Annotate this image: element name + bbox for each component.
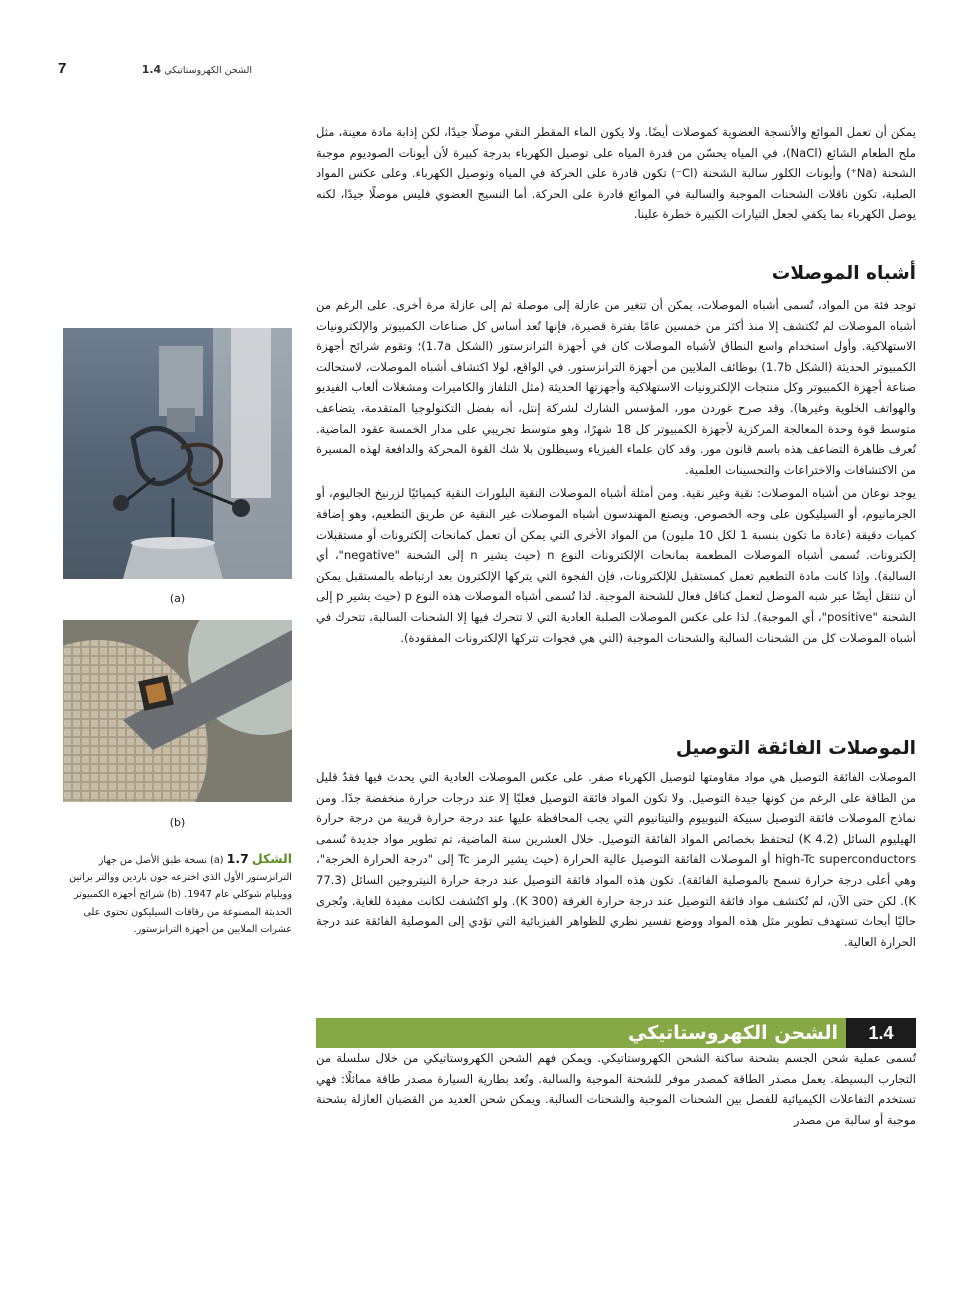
semiconductors-paragraph-2: يوجد نوعان من أشباه الموصلات: نقية وغير نقية. ومن أمثلة أشباه الموصلات النقية البلورات النقية كيميائيًا لزرنيخ الجاليوم، أو الجرمانيوم، أو السيليكون على وجه الخصوص. ويصنع المهندسون أشباه الموصلات غير النقية عن طريق التطعيم، وهو إضافة كميات دقيقة (عادة ما تكون بنسبة 1 لكل 10 مليون) من المواد الأخرى التي يمكن أن تعمل كمانحات إلكترونات أو مستقبلات إلكترونات. تُسمى أشباه الموصلات المطعمة بمانحات الإلكترونات النوع n (حيث يشير n إلى الشحنة "negative"، أي السالبة). وإذا كانت مادة التطعيم تعمل كمستقبل للإلكترونات، فإن الفجوة التي يتركها الإلكترون بعد ارتباطه بالمستقبل يمكن أن تنتقل أيضًا عبر شبه الموصل لتعمل كناقل فعال للشحنة الموجبة. لذا تُسمى أشباه الموصلات هذه النوع p (حيث يشير p إلى الشحنة "positive"، أي الموجبة). لذا على عكس الموصلات الصلبة العادية التي لا تتحرك فيها إلا الشحنات السالبة، تتحرك في أشباه الموصلات كل من الشحنات السالبة والشحنات الموجبة (التي هي فجوات تتركها الإلكترونات المفقودة). bbox=[316, 486, 916, 645]
superconductors-paragraph: الموصلات الفائقة التوصيل هي مواد مقاومتها لتوصيل الكهرباء صفر. على عكس الموصلات العادية التي يحدث فيها فقدٌ قليل من الطاقة على الرغم من كونها جيدة التوصيل. ولا تكون المواد فائقة التوصيل فعليًا إلا عند درجات حرارة منخفضة جدًا. ومن نماذج الموصلات فائقة التوصيل سبيكة النيوبيوم والتيتانيوم التي يجب المحافظة عليها عند درجة حرارة قريبة من درجة حرارة الهيليوم السائل (4.2 K) لتحتفظ بخصائص المواد الفائقة التوصيل. خلال العشرين سنة الماضية، تم تطوير مواد جديدة تُسمى high-Tc superconductors أو الموصلات الفائقة التوصيل عالية الحرارة (حيث يشير الرمز Tc إلى "درجة الحرارة الحرجة"، وهي أعلى درجة حرارة تسمح بالموصلية الفائقة). تكون هذه المواد فائقة التوصيل عند درجة حرارة النيتروجين السائل (77.3 K). لكن حتى الآن، لم تُكتشف مواد فائقة التوصيل عند درجة حرارة الغرفة (300 K). ولو اكتُشفت لكانت مفيدة للغاية. وتُجرى حاليًا أبحاث تستهدف تطوير مثل هذه المواد ووضع تفسير نظري للظواهر الفيزيائية التي تؤدي إلى الموصلية الفائقة عند درجة الحرارة العالية. bbox=[316, 770, 916, 949]
semiconductors-heading: أشباه الموصلات bbox=[771, 263, 916, 284]
intro-block bbox=[316, 122, 916, 228]
transistor-photo-drawing bbox=[63, 328, 292, 579]
caption-number: 1.7 bbox=[226, 851, 249, 866]
electrostatic-paragraph: تُسمى عملية شحن الجسم بشحنة ساكنة الشحن الكهروستاتيكي. ويمكن فهم الشحن الكهروستاتيكي من خلال سلسلة من التجارب البسيطة. يعمل مصدر الطاقة كمصدر موفر للشحنة الموجبة والسالبة. وتُعد بطارية السيارة مصدر طاقة مماثلًا: فهي تستخدم التفاعلات الكيميائية للفصل بين الشحنات الموجبة والشحنات السالبة. ويمكن شحن العديد من القضبان العازلة بشحنة موجبة أو سالبة من مصدر bbox=[316, 1051, 916, 1127]
section-bar bbox=[316, 1018, 916, 1048]
figure-label-a: (a) bbox=[169, 592, 186, 605]
figure-label-b: (b) bbox=[169, 816, 186, 829]
electrostatic-block bbox=[316, 1048, 916, 1133]
intro-paragraph: يمكن أن تعمل الموائع والأنسجة العضوية كموصلات أيضًا. ولا يكون الماء المقطر النقي موصلًا جيدًا، لكن إذابة مادة معينة، مثل ملح الطعام الشائع (NaCl)، في المياه يحسّن من قدرة المياه على توصيل الكهرباء بدرجة كبيرة لأن أيونات الصوديوم موجبة الشحنة (Na⁺) وأيونات الكلور سالبة الشحنة (Cl⁻) تكون قادرة على الحركة في المياه وتوصيل الكهرباء. وعلى عكس المواد الصلبة، تكون ناقلات الشحنات الموجبة والسالبة في الموائع قادرة على الحركة. أما النسيج العضوي فليس موصلًا جيدًا، لكنه يوصل الكهرباء بما يكفي لجعل التيارات الكبيرة خطرة علينا. bbox=[316, 125, 916, 222]
semiconductors-heading-block bbox=[316, 263, 916, 284]
transistor-photo bbox=[63, 328, 292, 579]
chips-photo bbox=[63, 620, 292, 802]
superconductors-heading: الموصلات الفائقة التوصيل bbox=[675, 738, 916, 759]
page-number: 7 bbox=[58, 60, 67, 77]
caption-text: (a) نسخة طبق الأصل من جهاز الترانزستور الأول الذي اخترعه جون باردين ووالتر براتين وويليام شوكلي عام 1947. (b) شرائح أجهزة الكمبيوتر الحديثة المصنوعة من رقاقات السيليكون تحتوي على عشرات الملايين من أجهزة الترانزستور. bbox=[69, 855, 292, 935]
caption-label: الشكل bbox=[251, 851, 292, 866]
running-header-title: الشحن الكهروستاتيكي bbox=[164, 65, 252, 76]
section-number: 1.4 bbox=[846, 1018, 916, 1048]
section-title: الشحن الكهروستاتيكي bbox=[628, 1022, 838, 1044]
superconductors-heading-block bbox=[316, 738, 916, 759]
running-header-number: 1.4 bbox=[141, 63, 162, 76]
semiconductors-paragraph-1: توجد فئة من المواد، تُسمى أشباه الموصلات، يمكن أن تتغير من عازلة إلى موصلة ثم إلى عازلة مرة أخرى. على الرغم من أشباه الموصلات لم تُكتشف إلا منذ أكثر من خمسين عامًا بفترة قصيرة، فإنها تُعد أساس كل صناعات الكمبيوتر والإلكترونيات الاستهلاكية. وأول استخدام واسع النطاق لأشباه الموصلات كان في أجهزة الترانزستور (الشكل 1.7a)؛ وتقوم شرائح أجهزة الكمبيوتر الحديثة (الشكل 1.7b) بوظائف الملايين من أجهزة الترانزستور. في الواقع، لولا اكتشاف أشباه الموصلات، لاستحالت صناعة أجهزة الكمبيوتر وكل منتجات الإلكترونيات الاستهلاكية وأجهزتها الحديثة (مثل التلفاز والكاميرات ومشغلات ألعاب الفيديو والهواتف الخلوية وغيرها). وقد صرح غوردن مور، المؤسس الشارك لشركة إنتل، أنه بفضل التكنولوجيا المتقدمة، يتضاعف متوسط قوة وحدة المعالجة المركزية لأجهزة الكمبيوتر كل 18 شهرًا، وهو متوسط تجريبي على مدار الخمسة عقود الماضية. تُعرف ظاهرة التضاعف هذه باسم قانون مور. وقد كان علماء الفيزياء وسيظلون بلا شك القوة المحركة والدافعة لهذه المسيرة من الاكتشافات والاختراعات والتحسينات العلمية. bbox=[316, 298, 917, 477]
running-header bbox=[120, 63, 252, 76]
figure-caption bbox=[66, 850, 292, 938]
superconductors-block bbox=[316, 767, 916, 955]
chips-photo-drawing bbox=[63, 620, 292, 802]
semiconductors-block bbox=[316, 295, 916, 651]
